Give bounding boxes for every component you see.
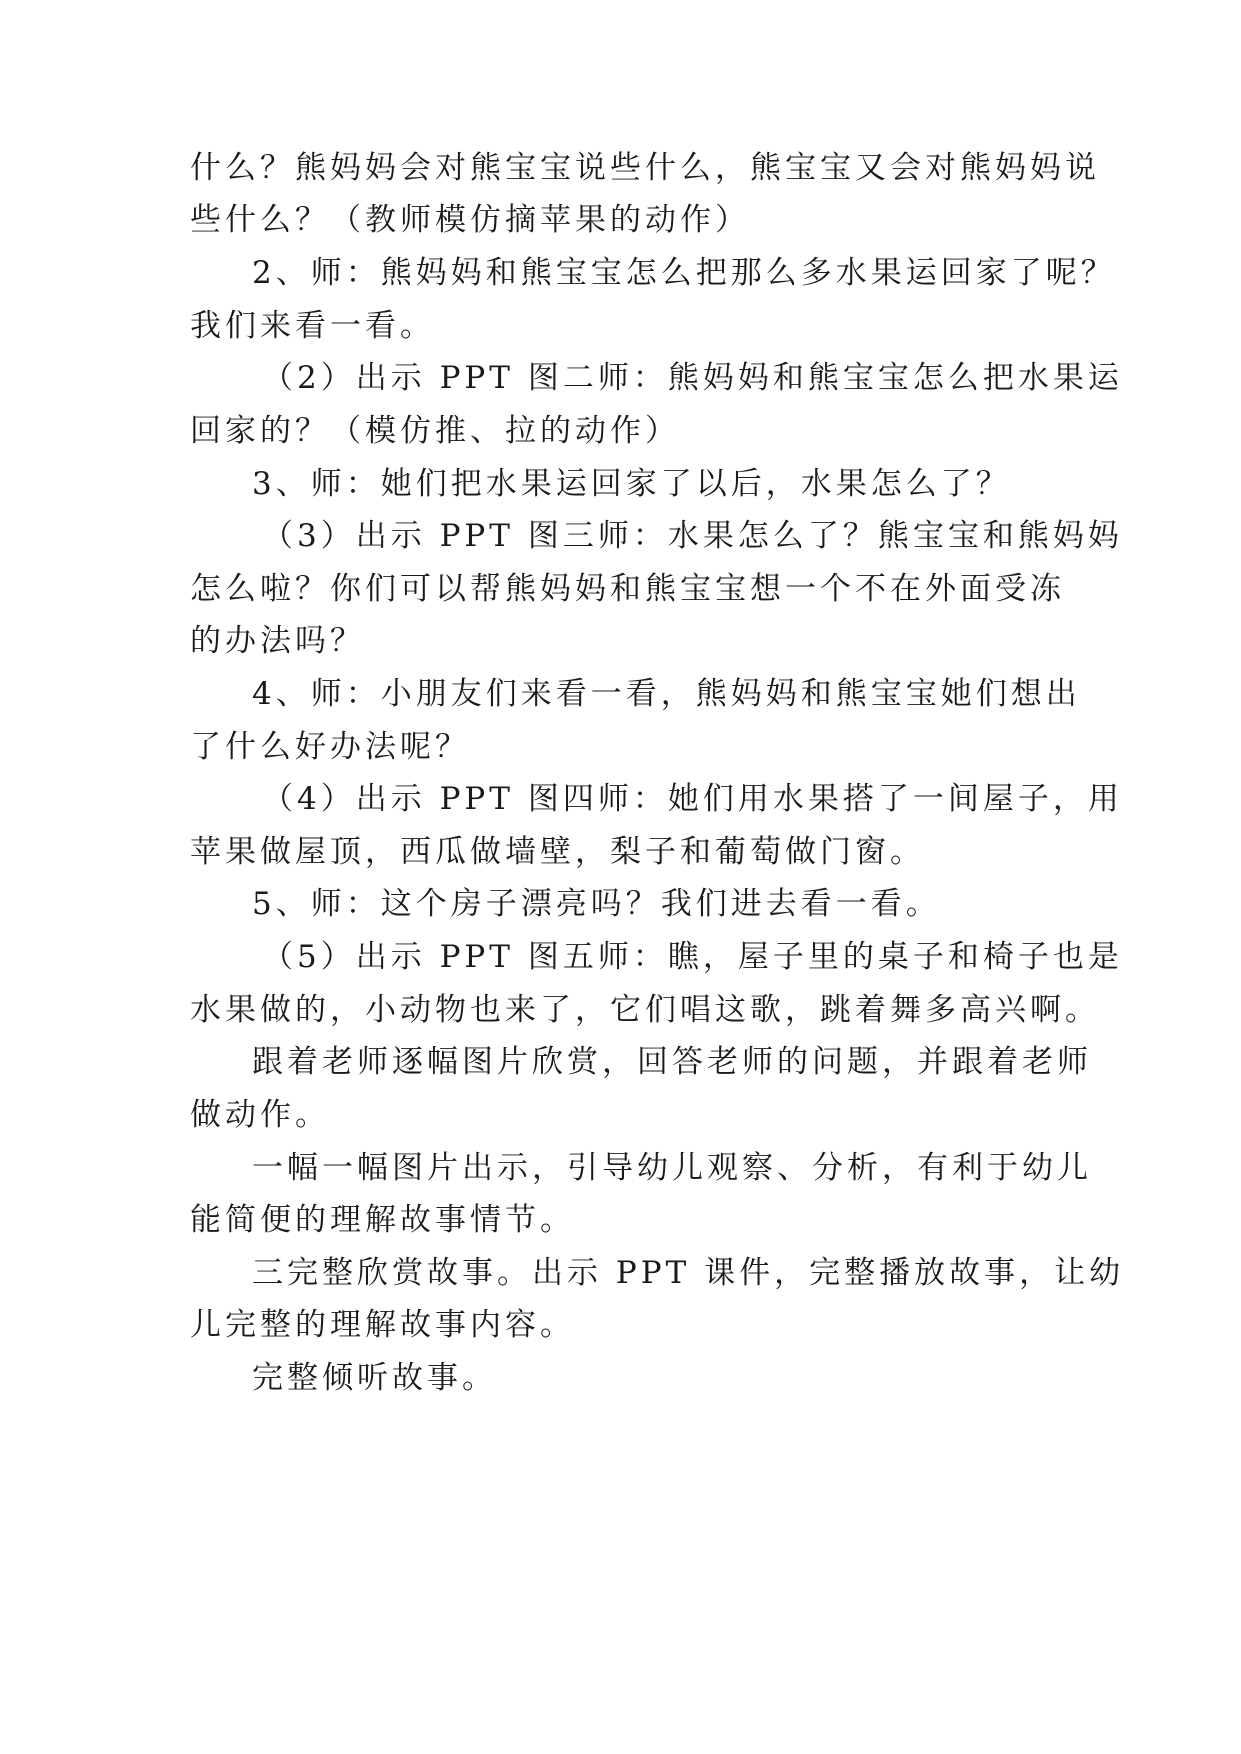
text-line: 什么？熊妈妈会对熊宝宝说些什么，熊宝宝又会对熊妈妈说 xyxy=(190,150,1100,186)
text-line: 的办法吗？ xyxy=(190,623,365,659)
text-line: 些什么？（教师模仿摘苹果的动作） xyxy=(190,202,750,238)
text-line: 回家的？（模仿推、拉的动作） xyxy=(190,413,680,449)
text-line: 水果做的，小动物也来了，它们唱这歌，跳着舞多高兴啊。 xyxy=(190,992,1100,1028)
text-line: 了什么好办法呢？ xyxy=(190,729,470,765)
text-line: 能简便的理解故事情节。 xyxy=(190,1202,575,1238)
text-line: 三完整欣赏故事。出示 PPT 课件，完整播放故事，让幼 xyxy=(252,1255,1125,1291)
text-line: 我们来看一看。 xyxy=(190,308,435,344)
text-line: 3、师：她们把水果运回家了以后，水果怎么了？ xyxy=(252,466,1011,502)
text-line: 完整倾听故事。 xyxy=(252,1360,497,1396)
text-line: 一幅一幅图片出示，引导幼儿观察、分析，有利于幼儿 xyxy=(252,1150,1092,1186)
text-line: 怎么啦？你们可以帮熊妈妈和熊宝宝想一个不在外面受冻 xyxy=(190,571,1065,607)
text-line: 苹果做屋顶，西瓜做墙壁，梨子和葡萄做门窗。 xyxy=(190,834,925,870)
text-line: 2、师：熊妈妈和熊宝宝怎么把那么多水果运回家了呢？ xyxy=(252,255,1116,291)
text-line: 跟着老师逐幅图片欣赏，回答老师的问题，并跟着老师 xyxy=(252,1044,1092,1080)
text-line: （2）出示 PPT 图二师：熊妈妈和熊宝宝怎么把水果运 xyxy=(262,360,1123,396)
text-line: 做动作。 xyxy=(190,1097,330,1133)
text-line: 5、师：这个房子漂亮吗？我们进去看一看。 xyxy=(252,886,941,922)
text-line: （3）出示 PPT 图三师：水果怎么了？熊宝宝和熊妈妈 xyxy=(262,518,1123,554)
text-line: （5）出示 PPT 图五师：瞧，屋子里的桌子和椅子也是 xyxy=(262,939,1123,975)
text-line: （4）出示 PPT 图四师：她们用水果搭了一间屋子，用 xyxy=(262,781,1123,817)
text-line: 儿完整的理解故事内容。 xyxy=(190,1307,575,1343)
text-line: 4、师：小朋友们来看一看，熊妈妈和熊宝宝她们想出 xyxy=(252,676,1081,712)
